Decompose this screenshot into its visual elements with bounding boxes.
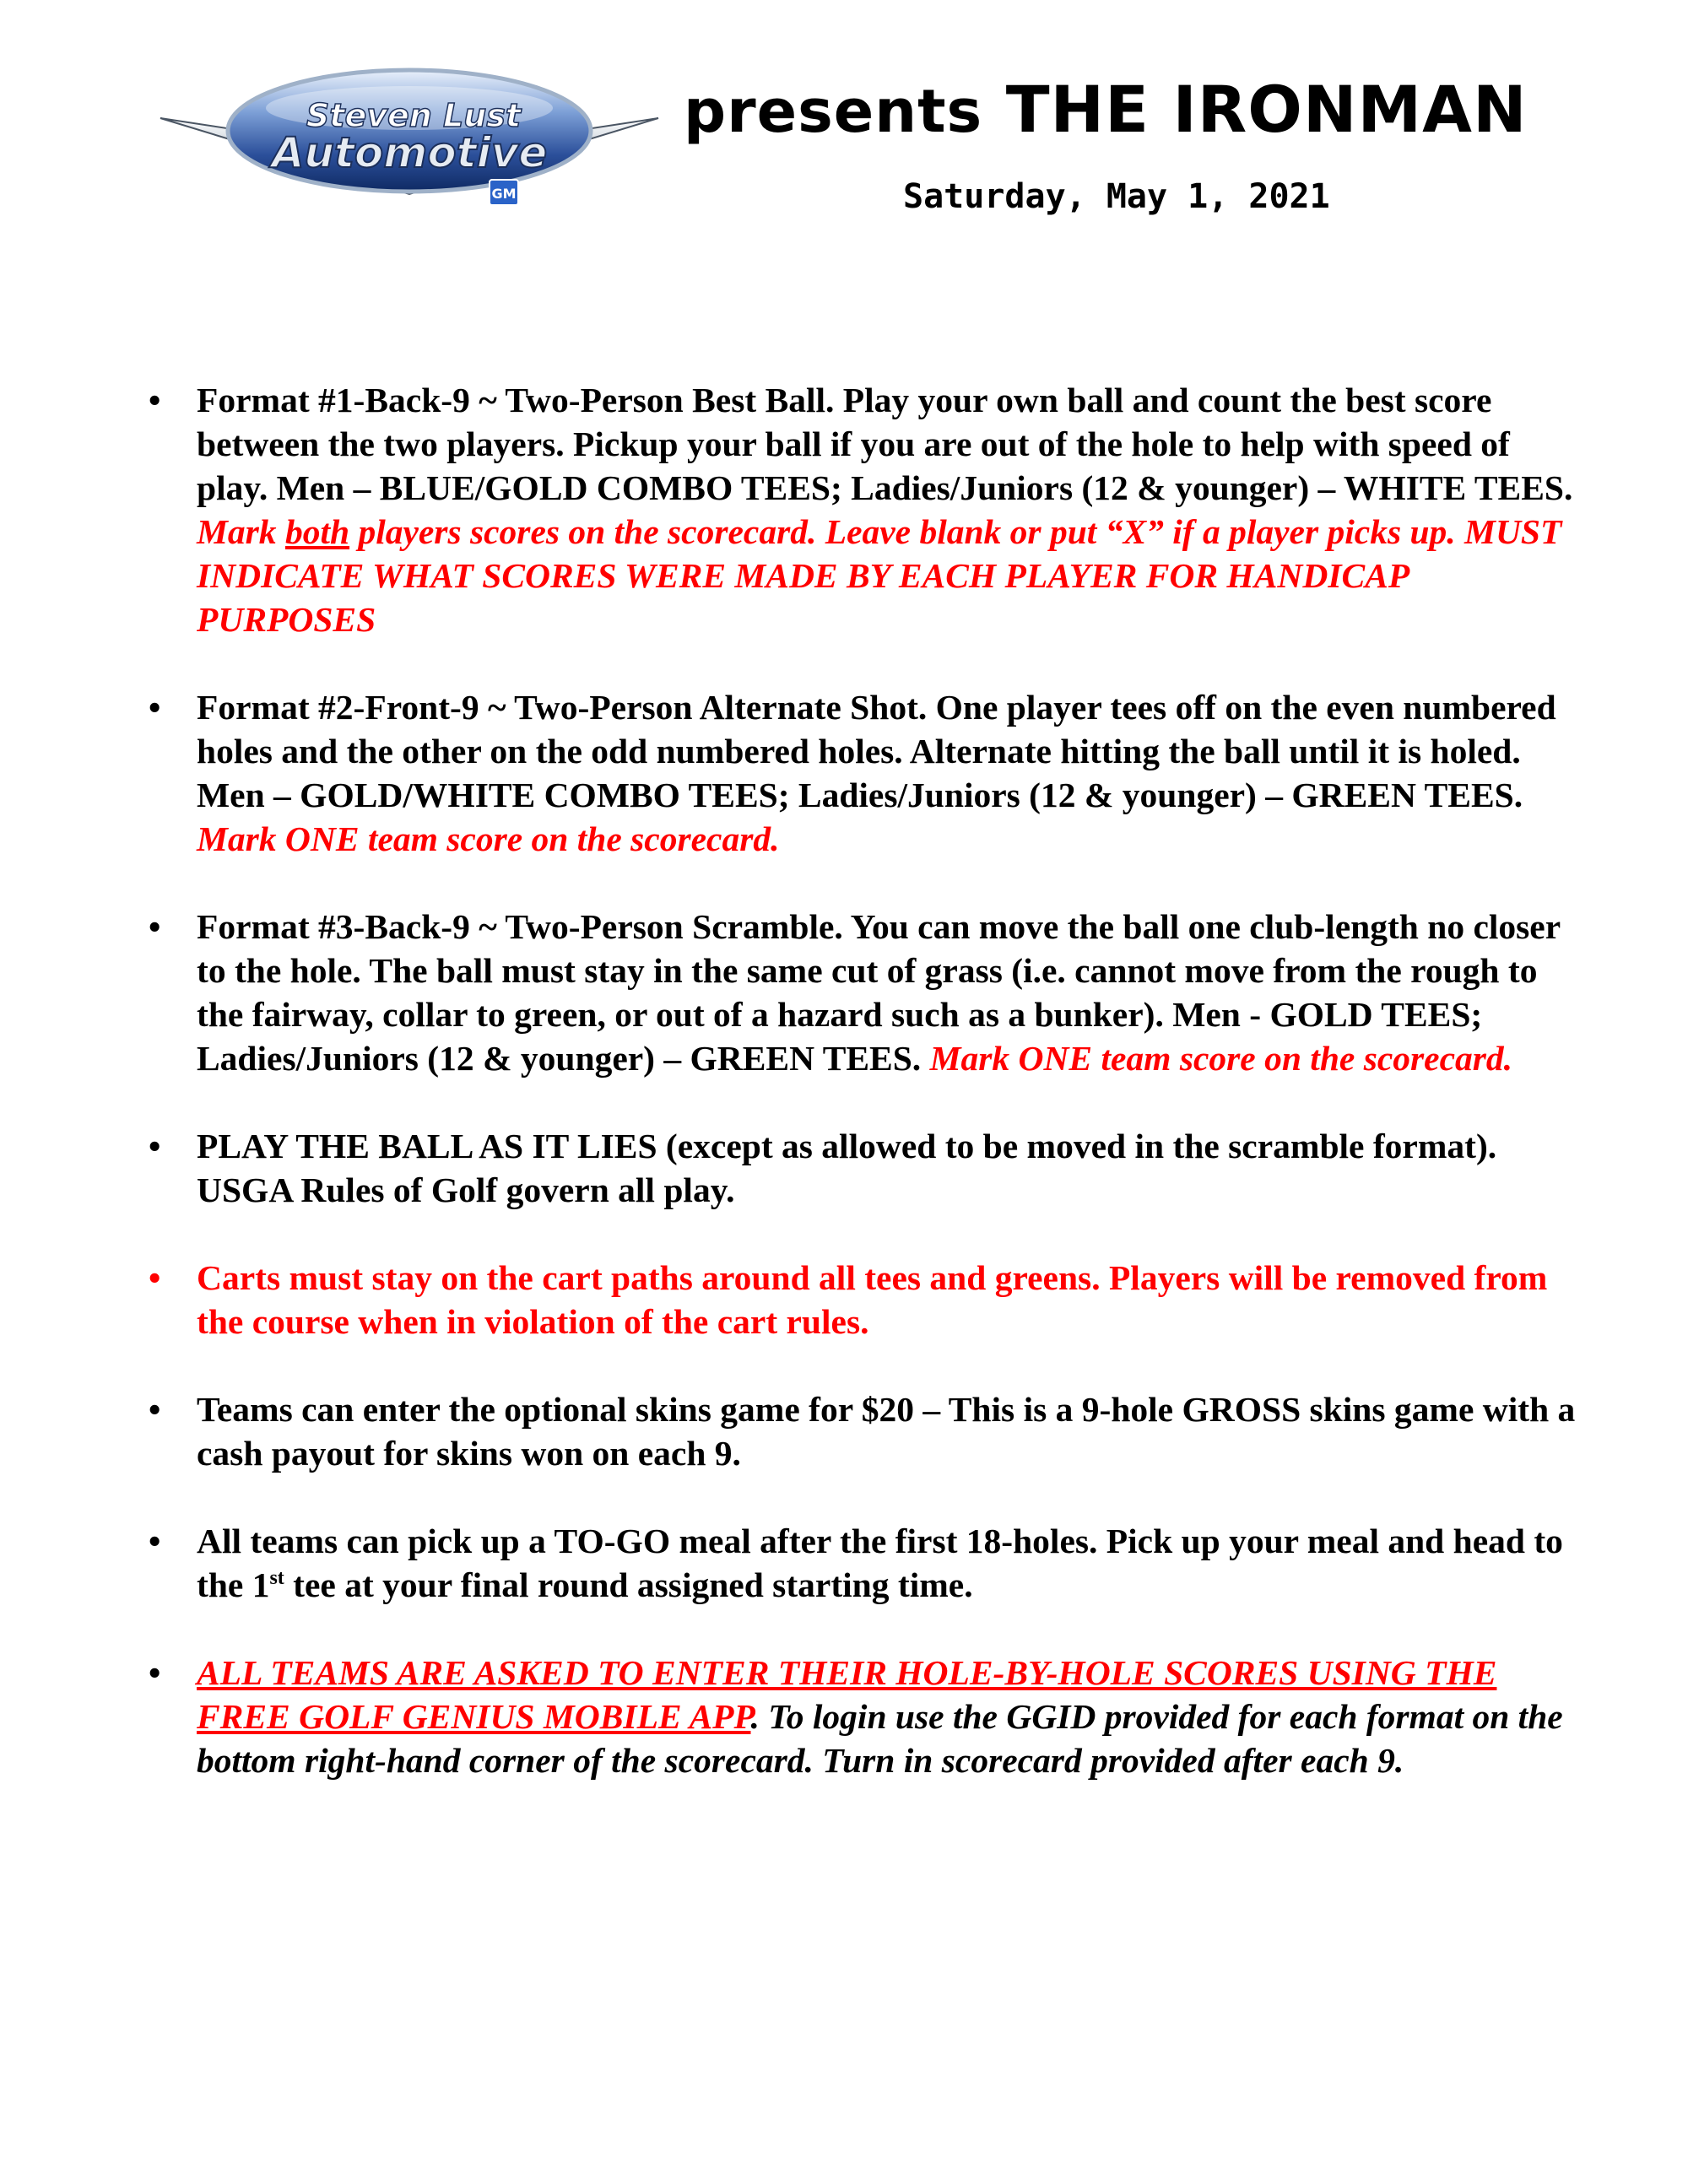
bullet-icon: • (149, 1522, 161, 1560)
rules-list (0, 378, 1688, 1826)
steven-lust-automotive-logo (156, 68, 663, 236)
list-item (0, 1387, 1581, 1475)
rule-text: Teams can enter the optional skins game for $20 – This is a 9-hole GROSS skins game with a cash payout for skins won on each 9. (197, 1390, 1576, 1473)
rule-emphasis: Mark (197, 512, 285, 551)
bullet-icon: • (149, 907, 161, 946)
rule-text: Format #1-Back-9 ~ Two-Person Best Ball. Play your own ball and count the best score between the two players. Pickup your ball if you are out of the hole to help with speed of play. Men – BLUE/GOLD COMBO TEES; Ladies/Juniors (12 & younger) – WHITE TEES. (197, 381, 1573, 507)
bullet-icon: • (149, 1653, 161, 1692)
bullet-icon: • (149, 381, 161, 419)
event-date: Saturday, May 1, 2021 (903, 177, 1330, 216)
rule-emphasis-underlined: both (284, 512, 350, 551)
rule-text: tee at your final round assigned starting time. (284, 1565, 973, 1604)
rule-emphasis: Mark ONE team score on the scorecard. (197, 819, 780, 858)
rule-emphasis: Mark ONE team score on the scorecard. (929, 1039, 1513, 1078)
list-item (0, 1124, 1581, 1212)
bullet-icon: • (149, 688, 161, 727)
list-item (0, 378, 1581, 641)
ordinal-suffix: st (269, 1567, 284, 1590)
title-presents: presents (684, 77, 983, 146)
rule-text: Format #3-Back-9 ~ Two-Person Scramble. You can move the ball one club-length no closer to the hole. The ball must stay in the same cut of grass (i.e. cannot move from the rough to the fairway, collar to green, or out of a hazard such as a bunker). Men - GOLD TEES; Ladies/Juniors (12 & younger) – GREEN TEES. (197, 907, 1561, 1078)
rule-text: Format #2-Front-9 ~ Two-Person Alternate Shot. One player tees off on the even numbered holes and the other on the odd numbered holes. Alternate hitting the ball until it is holed. Men – GOLD/WHITE COMBO TEES; Ladies/Juniors (12 & younger) – GREEN TEES. (197, 688, 1556, 814)
rule-emphasis: players scores on the scorecard. Leave blank or put “X” if a player picks up. MUST INDICATE WHAT SCORES WERE MADE BY EACH PLAYER FOR HANDICAP PURPOSES (197, 512, 1562, 639)
header (0, 0, 1688, 253)
rule-text: . To login use the GGID provided for each format on the bottom right-hand corner of the scorecard. Turn in scorecard provided after each 9. (197, 1697, 1563, 1780)
gm-badge: GM (491, 186, 517, 202)
logo-line1: Steven Lust (306, 97, 522, 134)
list-item (0, 1519, 1581, 1607)
list-item (0, 1651, 1581, 1782)
title-event: THE IRONMAN (1005, 72, 1528, 147)
rule-text: All teams can pick up a TO-GO meal after the first 18-holes. Pick up your meal and head to the 1 (197, 1522, 1563, 1604)
logo-line2: Automotive (271, 128, 548, 177)
page-title (684, 72, 1646, 147)
rule-text: Carts must stay on the cart paths around all tees and greens. Players will be removed from the course when in violation of the cart rules. (197, 1258, 1548, 1341)
list-item (0, 905, 1581, 1080)
rule-text: PLAY THE BALL AS IT LIES (except as allowed to be moved in the scramble format). USGA Rules of Golf govern all play. (197, 1127, 1497, 1209)
bullet-icon: • (149, 1390, 161, 1429)
bullet-icon: • (149, 1258, 161, 1297)
bullet-icon: • (149, 1127, 161, 1165)
list-item (0, 1256, 1581, 1343)
list-item (0, 685, 1581, 861)
rule-emphasis-underlined: ALL TEAMS ARE ASKED TO ENTER THEIR HOLE-BY-HOLE SCORES USING THE FREE GOLF GENIUS MOBILE APP (197, 1653, 1497, 1736)
